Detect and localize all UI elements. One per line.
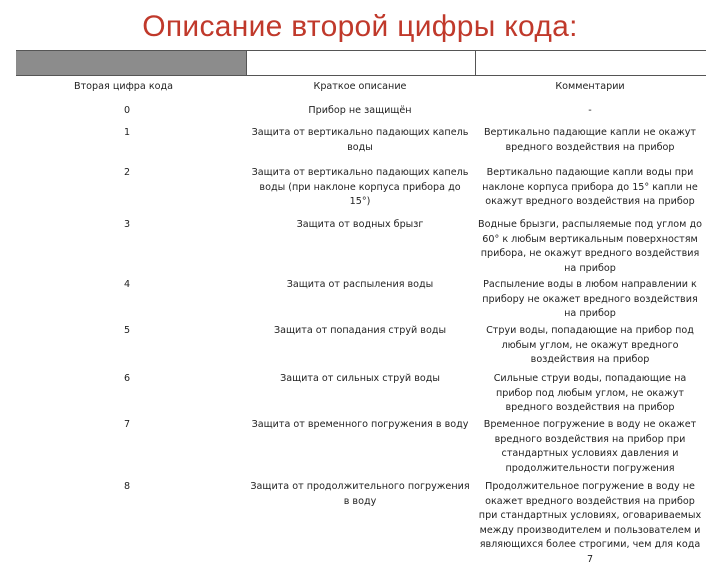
row-comment: Водные брызги, распыляемые под углом до 60° к любым вертикальным поверхностям прибора, не окажут вредного воздействия на прибор bbox=[478, 219, 702, 274]
row-code: 4 bbox=[124, 279, 131, 290]
table-header-row bbox=[16, 76, 706, 104]
column-header-description: Краткое описание bbox=[313, 81, 407, 92]
row-description: Прибор не защищён bbox=[308, 105, 412, 116]
row-comment: - bbox=[588, 105, 592, 116]
header-band-cell-2 bbox=[246, 51, 475, 75]
row-comment: Сильные струи воды, попадающие на прибор под любым углом, не окажут вредного воздействия на прибор bbox=[493, 373, 687, 413]
row-description: Защита от сильных струй воды bbox=[280, 373, 440, 384]
row-description: Защита от попадания струй воды bbox=[273, 325, 447, 336]
table-header-band bbox=[16, 50, 706, 76]
row-code: 7 bbox=[124, 419, 131, 430]
table-row bbox=[16, 418, 706, 480]
header-band-cell-3 bbox=[475, 51, 706, 75]
row-code: 6 bbox=[124, 373, 131, 384]
table-row bbox=[16, 480, 706, 570]
row-description: Защита от вертикально падающих капель воды (при наклоне корпуса прибора до 15°) bbox=[251, 167, 469, 207]
table-row bbox=[16, 166, 706, 218]
row-code: 8 bbox=[124, 481, 131, 492]
row-description: Защита от вертикально падающих капель воды bbox=[251, 127, 469, 153]
table-row bbox=[16, 104, 706, 126]
table-row bbox=[16, 372, 706, 418]
column-header-code: Вторая цифра кода bbox=[74, 81, 173, 92]
row-comment: Вертикально падающие капли воды при наклоне корпуса прибора до 15° капли не окажут вредного воздействия на прибор bbox=[482, 167, 698, 207]
row-comment: Распыление воды в любом направлении к прибору не окажет вредного воздействия на прибор bbox=[482, 279, 698, 319]
table-row bbox=[16, 126, 706, 166]
header-band-cell-1 bbox=[16, 51, 246, 75]
row-code: 1 bbox=[124, 127, 131, 138]
row-comment: Продолжительное погружение в воду не окажет вредного воздействия на прибор при стандартных условиях, оговариваемых между производителем и пользователем и являющихся более строгими, чем для кода 7 bbox=[478, 481, 702, 565]
row-description: Защита от водных брызг bbox=[296, 219, 424, 230]
ip-code-table bbox=[16, 76, 706, 570]
page-title: Описание второй цифры кода: bbox=[142, 10, 578, 43]
column-header-comments: Комментарии bbox=[555, 81, 625, 92]
row-code: 5 bbox=[124, 325, 131, 336]
row-comment: Вертикально падающие капли не окажут вредного воздействия на прибор bbox=[483, 127, 697, 153]
table-row bbox=[16, 324, 706, 372]
table-row bbox=[16, 278, 706, 324]
row-description: Защита от продолжительного погружения в воду bbox=[250, 481, 470, 507]
row-comment: Временное погружение в воду не окажет вредного воздействия на прибор при стандартных условиях давления и продолжительности погружения bbox=[483, 419, 697, 474]
row-code: 3 bbox=[124, 219, 131, 230]
row-comment: Струи воды, попадающие на прибор под любым углом, не окажут вредного воздействия на прибор bbox=[486, 325, 694, 365]
row-description: Защита от распыления воды bbox=[286, 279, 434, 290]
row-code: 0 bbox=[124, 105, 131, 116]
row-description: Защита от временного погружения в воду bbox=[251, 419, 469, 430]
table-row bbox=[16, 218, 706, 278]
row-code: 2 bbox=[124, 167, 131, 178]
